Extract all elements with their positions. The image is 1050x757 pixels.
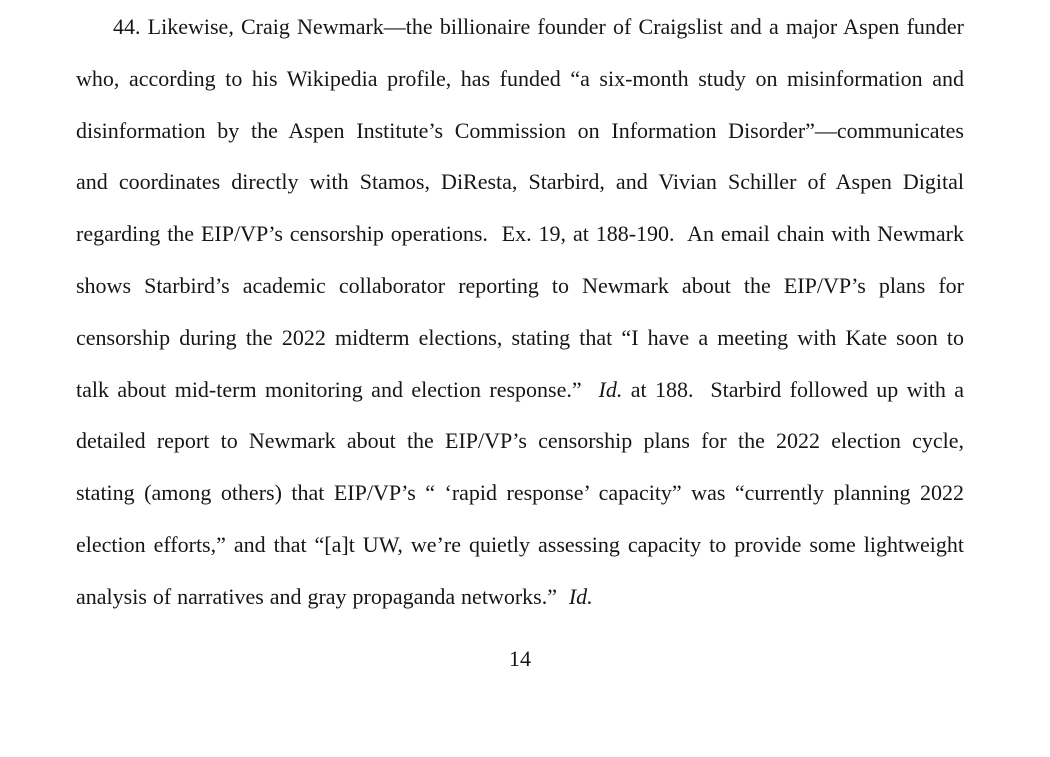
paragraph-line — [76, 519, 964, 571]
paragraph-line — [76, 415, 964, 467]
paragraph-line — [76, 1, 964, 53]
line-text: who, according to his Wikipedia profile, has funded “a six-month study on misinformation and — [76, 65, 964, 91]
line-text: 44. Likewise, Craig Newmark—the billionaire founder of Craigslist and a major Aspen funder — [113, 14, 964, 39]
paragraph-line — [76, 53, 964, 105]
paragraph-line — [76, 312, 964, 364]
paragraph-line — [76, 467, 964, 519]
line-text: and coordinates directly with Stamos, DiResta, Starbird, and Vivian Schiller of Aspen Digital — [76, 169, 964, 195]
paragraph-44 — [76, 1, 964, 623]
line-text: at 188. Starbird followed up with a — [622, 376, 965, 402]
line-text: detailed report to Newmark about the EIP/VP’s censorship plans for the 2022 election cycle, — [76, 428, 964, 454]
line-text: disinformation by the Aspen Institute’s Commission on Information Disorder”—communicates — [76, 117, 964, 143]
paragraph-line — [76, 364, 964, 416]
paragraph-line — [76, 571, 964, 623]
line-text: censorship during the 2022 midterm elections, stating that “I have a meeting with Kate soon to — [76, 324, 964, 350]
line-text: talk about mid-term monitoring and election response.” — [76, 376, 599, 402]
line-text: analysis of narratives and gray propaganda networks.” — [76, 583, 569, 609]
case-citation-id: Id. — [568, 583, 593, 609]
paragraph-line — [76, 260, 964, 312]
line-text: stating (among others) that EIP/VP’s “ ‘rapid response’ capacity” was “currently planning 2022 — [76, 480, 964, 506]
line-text: election efforts,” and that “[a]t UW, we’re quietly assessing capacity to provide some lightweight — [76, 531, 964, 557]
paragraph-line — [76, 208, 964, 260]
paragraph-line — [76, 156, 964, 208]
case-citation-id: Id. — [598, 376, 623, 402]
paragraph-line — [76, 105, 964, 157]
page-number: 14 — [509, 645, 531, 671]
line-text: shows Starbird’s academic collaborator reporting to Newmark about the EIP/VP’s plans for — [76, 272, 964, 298]
line-text: regarding the EIP/VP’s censorship operations. Ex. 19, at 188-190. An email chain with Newmark — [76, 221, 964, 247]
